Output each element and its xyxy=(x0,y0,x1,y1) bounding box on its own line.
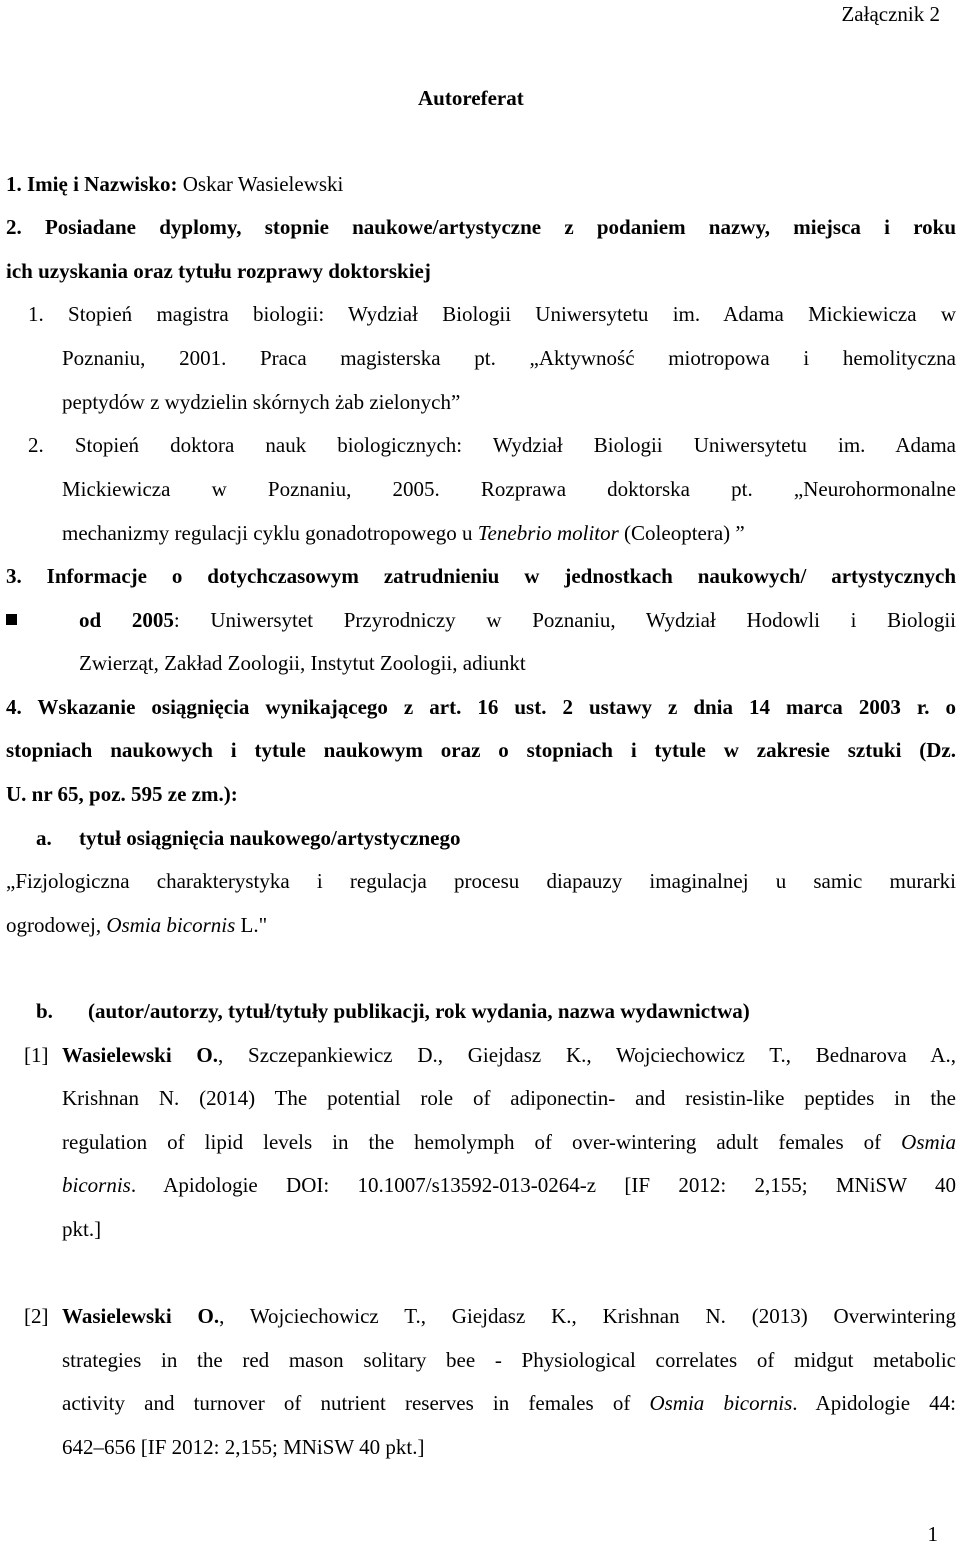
ref-2-author: Wasielewski O. xyxy=(62,1304,220,1328)
degree-1-line2: Poznaniu, 2001. Praca magisterska pt. „Aktywność miotropowa i hemolityczna xyxy=(62,346,956,370)
document-title: Autoreferat xyxy=(418,86,524,110)
ref-1-line5: pkt.] xyxy=(62,1217,102,1241)
section-2-heading-line1: 2. Posiadane dyplomy, stopnie naukowe/artystyczne z podaniem nazwy, miejsca i roku xyxy=(6,215,956,239)
subsection-a-label: a. xyxy=(36,826,52,850)
ref-1-journal: . Apidologie DOI: 10.1007/s13592-013-0264-z [IF 2012: 2,155; MNiSW 40 xyxy=(130,1173,956,1197)
species-name: Tenebrio molitor xyxy=(477,521,619,545)
annex-label: Załącznik 2 xyxy=(841,2,940,26)
ref-1-genus: Osmia xyxy=(901,1130,956,1154)
achievement-title-line1: „Fizjologiczna charakterystyka i regulacja procesu diapauzy imaginalnej u samic murarki xyxy=(6,869,956,893)
section-1-name xyxy=(6,162,343,206)
ref-1-coauthors: , Szczepankiewicz D., Giejdasz K., Wojciechowicz T., Bednarova A., xyxy=(218,1043,956,1067)
ref-2-line2: strategies in the red mason solitary bee - Physiological correlates of midgut metabolic xyxy=(62,1348,956,1372)
ref-2-line1 xyxy=(62,1294,956,1338)
degree-2-line2: Mickiewicza w Poznaniu, 2005. Rozprawa doktorska pt. „Neurohormonalne xyxy=(62,477,956,501)
subsection-b-label: b. xyxy=(36,999,53,1023)
name-value: Oskar Wasielewski xyxy=(182,172,344,196)
section-4-heading-line3: U. nr 65, poz. 595 ze zm.): xyxy=(6,782,238,806)
degree-2-line1: 2. Stopień doktora nauk biologicznych: Wydział Biologii Uniwersytetu im. Adama xyxy=(28,433,956,457)
employment-place: : Uniwersytet Przyrodniczy w Poznaniu, Wydział Hodowli i Biologii xyxy=(173,608,956,632)
ref-1-line2: Krishnan N. (2014) The potential role of adiponectin- and resistin-like peptides in the xyxy=(62,1086,956,1110)
ref-1-line3 xyxy=(62,1120,956,1164)
thesis-title-part2: (Coleoptera) ” xyxy=(618,521,745,545)
ref-1-species: bicornis xyxy=(62,1173,131,1197)
name-label: 1. Imię i Nazwisko: xyxy=(6,172,178,196)
ref-2-species: Osmia bicornis xyxy=(649,1391,793,1415)
ref-1-author: Wasielewski O. xyxy=(62,1043,219,1067)
employment-line1 xyxy=(79,598,956,642)
section-4-heading-line2: stopniach naukowych i tytule naukowym oraz o stopniach i tytule w zakresie sztuki (Dz. xyxy=(6,738,956,762)
ref-2-line4: 642–656 [IF 2012: 2,155; MNiSW 40 pkt.] xyxy=(62,1435,425,1459)
section-3-heading: 3. Informacje o dotychczasowym zatrudnieniu w jednostkach naukowych/ artystycznych xyxy=(6,564,956,588)
ref-2-journal: . Apidologie 44: xyxy=(792,1391,956,1415)
degree-2-line3 xyxy=(62,511,745,555)
section-4-heading-line1: 4. Wskazanie osiągnięcia wynikającego z art. 16 ust. 2 ustawy z dnia 14 marca 2003 r. o xyxy=(6,695,956,719)
employment-since: od 2005 xyxy=(79,608,174,632)
ref-2-coauthors: , Wojciechowicz T., Giejdasz K., Krishnan N. (2013) Overwintering xyxy=(219,1304,956,1328)
employment-line2: Zwierząt, Zakład Zoologii, Instytut Zoologii, adiunkt xyxy=(79,651,526,675)
ref-2-number: [2] xyxy=(24,1304,49,1328)
ref-1-line1 xyxy=(62,1033,956,1077)
page-number: 1 xyxy=(927,1522,938,1546)
bullet-icon xyxy=(6,614,17,625)
ref-2-line3 xyxy=(62,1381,956,1425)
achievement-part2: L." xyxy=(235,913,268,937)
achievement-species: Osmia bicornis xyxy=(106,913,236,937)
achievement-part1: ogrodowej, xyxy=(6,913,107,937)
subsection-a-title: tytuł osiągnięcia naukowego/artystycznego xyxy=(79,826,461,850)
ref-1-line4 xyxy=(62,1163,956,1207)
subsection-b-title: (autor/autorzy, tytuł/tytuły publikacji, rok wydania, nazwa wydawnictwa) xyxy=(88,999,750,1023)
achievement-title-line2 xyxy=(6,903,267,947)
section-2-heading-line2: ich uzyskania oraz tytułu rozprawy doktorskiej xyxy=(6,259,431,283)
degree-1-line1: 1. Stopień magistra biologii: Wydział Biologii Uniwersytetu im. Adama Mickiewicza w xyxy=(28,302,956,326)
degree-1-line3: peptydów z wydzielin skórnych żab zielonych” xyxy=(62,390,461,414)
ref-1-number: [1] xyxy=(24,1043,49,1067)
ref-1-text3: regulation of lipid levels in the hemolymph of over-wintering adult females of xyxy=(62,1130,902,1154)
ref-2-text3: activity and turnover of nutrient reserves in females of xyxy=(62,1391,650,1415)
thesis-title-part1: mechanizmy regulacji cyklu gonadotropowego u xyxy=(62,521,478,545)
